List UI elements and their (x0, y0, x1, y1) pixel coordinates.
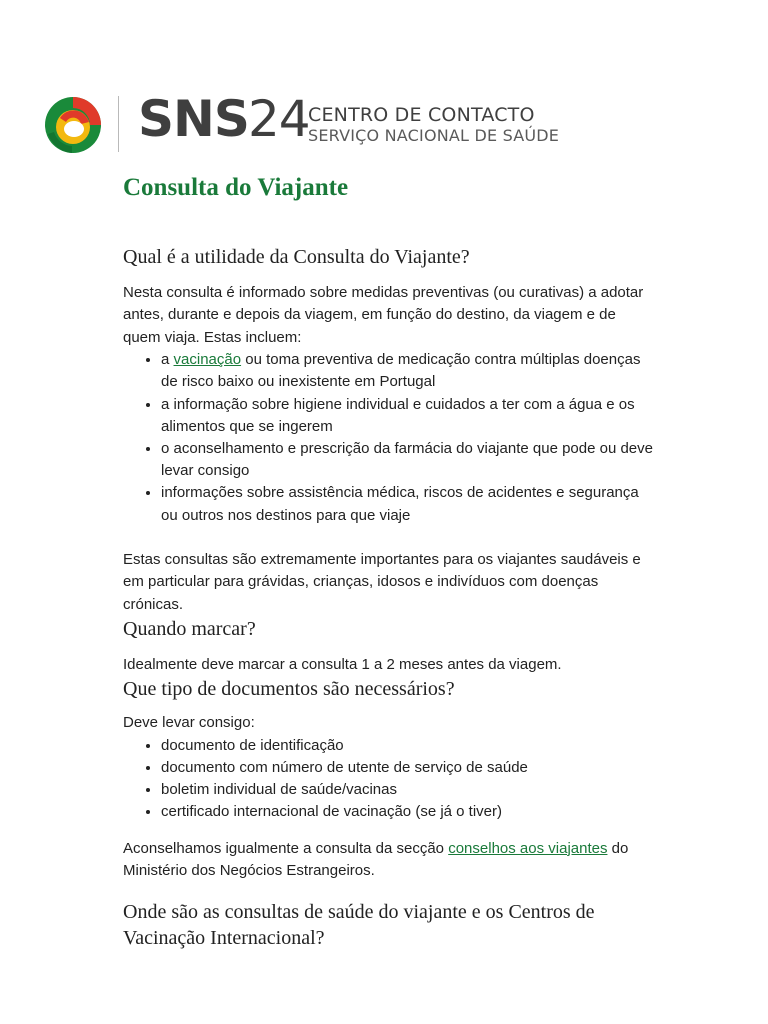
vacinacao-link[interactable]: vacinação (173, 351, 242, 369)
section-paragraph: Idealmente deve marcar a consulta 1 a 2 meses antes da viagem. (123, 656, 562, 674)
list-item: • documento de identificação (161, 735, 653, 757)
measures-list (123, 349, 653, 527)
list-item: • certificado internacional de vacinação (se já o tiver) (161, 801, 653, 823)
sns-logo-icon (42, 96, 104, 154)
list-item: • o aconselhamento e prescrição da farmácia do viajante que pode ou deve levar consigo (161, 438, 653, 482)
section-heading-utilidade: Qual é a utilidade da Consulta do Viajante? (123, 246, 470, 268)
brand-subtitle-2: SERVIÇO NACIONAL DE SAÚDE (308, 126, 560, 145)
section-heading-documentos: Que tipo de documentos são necessários? (123, 678, 455, 701)
note-suffix: do Ministério dos Negócios Estrangeiros. (123, 839, 629, 880)
list-item: • boletim individual de saúde/vacinas (161, 779, 653, 801)
section-paragraph: Estas consultas são extremamente importantes para os viajantes saudáveis e em particular para grávidas, crianças, idosos e indivíduos com doenças crónicas. (123, 550, 641, 613)
list-item (161, 349, 653, 393)
header (42, 90, 562, 156)
page-title: Consulta do Viajante (123, 174, 349, 201)
section-paragraph: Nesta consulta é informado sobre medidas preventivas (ou curativas) a adotar antes, durante e depois da viagem, em função do destino, da viagem e de quem viaja. Estas incluem: (123, 284, 644, 346)
main-content (123, 170, 653, 951)
brand-subtitle-1: CENTRO DE CONTACTO (308, 104, 535, 126)
section-paragraph: Deve levar consigo: (123, 714, 255, 732)
section-heading-quando: Quando marcar? (123, 618, 256, 641)
brand-sns: SNS (138, 90, 249, 148)
header-divider (118, 96, 119, 152)
section-heading-onde: Onde são as consultas de saúde do viajante e os Centros de Vacinação Internacional? (123, 900, 595, 949)
brand-24: 24 (248, 90, 310, 148)
list-item-rest: ou toma preventiva de medicação contra múltiplas doenças de risco baixo ou inexistente em Portugal (161, 351, 641, 391)
list-item: • informações sobre assistência médica, riscos de acidentes e segurança ou outros nos destinos para que viaje (161, 482, 653, 526)
list-item-prefix: a (161, 351, 174, 369)
conselhos-viajantes-link[interactable]: conselhos aos viajantes (448, 839, 608, 857)
documents-list (123, 735, 653, 824)
note-prefix: Aconselhamos igualmente a consulta da secção (123, 839, 449, 857)
list-item: • documento com número de utente de serviço de saúde (161, 757, 653, 779)
section-paragraph (123, 838, 653, 883)
list-item: • a informação sobre higiene individual e cuidados a ter com a água e os alimentos que se ingerem (161, 394, 653, 438)
